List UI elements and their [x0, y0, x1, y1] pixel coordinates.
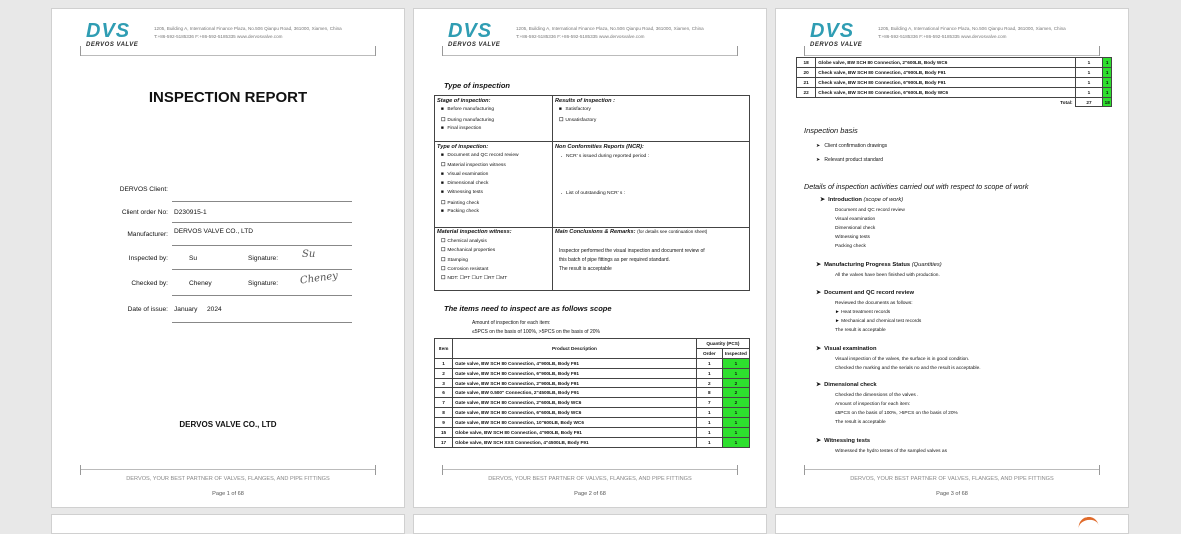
- stage-checkbox-item: ■ Final inspection: [441, 126, 482, 131]
- wit-line: Witnessed the hydro testes of the sampled valves as: [835, 449, 947, 454]
- material-title: Material inspection witness:: [437, 229, 512, 235]
- cell-inspected: 2: [722, 378, 749, 388]
- table-row: [435, 437, 750, 447]
- report-page-3: [775, 8, 1129, 508]
- stage-checkbox-item: ☐ During manufacturing: [441, 117, 495, 123]
- company-name: DERVOS VALVE CO., LTD: [179, 420, 277, 429]
- checkbox-icon: ■: [441, 126, 444, 131]
- report-page-5: [413, 514, 767, 534]
- cell-desc: Gate valve, BW SCH 80 Connection, 10"600LB, Body WC6: [453, 418, 697, 428]
- report-page-1: [51, 8, 405, 508]
- dim-title: ➤ Dimensional check: [816, 382, 877, 388]
- ncr-outstanding: . List of outstanding NCR’ s :: [561, 191, 626, 196]
- client-label: DERVOS Client:: [119, 186, 168, 193]
- report-page-4: [51, 514, 405, 534]
- col-order: Order: [696, 348, 722, 358]
- conclusion-title: Main Conclusions & Remarks: (for details see continuation sheet): [555, 229, 708, 235]
- items-heading: The items need to inspect are as follows scope: [444, 304, 612, 313]
- cell-inspected: 1: [722, 358, 749, 368]
- details-heading: Details of inspection activities carried out with respect to scope of work: [804, 182, 1029, 191]
- cell-order: 2: [696, 378, 722, 388]
- checkbox-icon: ■: [441, 107, 444, 112]
- inspected-value: Su: [189, 255, 198, 262]
- table-row: [797, 87, 1112, 97]
- cell-desc: Gate valve, BW SCH 80 Connection, 6"900LB, Body F91: [453, 368, 697, 378]
- footer-rule: [80, 469, 376, 470]
- results-checkbox-item: ■ Satisfactory: [559, 107, 591, 112]
- cell-order: 1: [696, 437, 722, 447]
- visual-title: ➤ Visual examination: [816, 346, 877, 352]
- cell-desc: Gate valve, BW SCH 80 Connection, 2"900LB, Body F91: [453, 378, 697, 388]
- checkbox-icon: ■: [441, 190, 444, 196]
- manufacturer-label: Manufacturer:: [127, 231, 168, 238]
- company-address: 1205, Building A, International Finance Plaza, No.506 Qianpu Road, 361000, Xiamen, China T:+86-592-5185336 F:+86-592-5185335 www.dervosvalve.com: [154, 26, 342, 39]
- cell-order: 1: [1075, 58, 1103, 68]
- type-checkbox-item: ■ Visual examination: [441, 171, 489, 177]
- total-order: 27: [1075, 97, 1103, 107]
- stage-checkbox-item: ■ Before manufacturing: [441, 107, 495, 112]
- checked-value: Cheney: [189, 280, 212, 287]
- checkbox-icon: ☐: [441, 117, 446, 123]
- order-label: Client order No:: [121, 209, 168, 216]
- header-rule: [80, 55, 376, 56]
- results-title: Results of inspection :: [555, 98, 615, 104]
- cell-desc: Gate valve, BW 0.500" Connection, 2"4500LB, Body F91: [453, 388, 697, 398]
- basis-item-1: ➤ Client confirmation drawings: [816, 143, 888, 149]
- cell-inspected: 1: [722, 408, 749, 418]
- cell-item: 20: [797, 67, 816, 77]
- company-logo: DVS DERVOS VALVE: [448, 20, 501, 48]
- cell-inspected: 1: [1103, 87, 1112, 97]
- cell-desc: Check valve, BW SCH 80 Connection, 6"900LB, Body F91: [816, 77, 1075, 87]
- ncr-issued: . NCR’ s issued during reported period :: [561, 154, 649, 159]
- cell-order: 7: [696, 398, 722, 408]
- doc-title: ➤ Document and QC record review: [816, 290, 914, 296]
- cell-desc: Check valve, BW SCH 80 Connection, 4"900LB, Body F91: [816, 67, 1075, 77]
- table-row: [435, 378, 750, 388]
- cell-order: 1: [1075, 77, 1103, 87]
- material-checkbox-item: ☐ Corrosion resistant: [441, 266, 489, 272]
- cell-order: 1: [1075, 67, 1103, 77]
- type-checkbox-item: ■ Witnessing tests: [441, 190, 483, 196]
- table-row: [435, 398, 750, 408]
- page-number: Page 1 of 68: [212, 491, 244, 497]
- checkbox-icon: ☐: [441, 163, 446, 169]
- table-row: [435, 428, 750, 438]
- type-heading: Type of inspection: [444, 81, 510, 90]
- cell-item: 21: [797, 77, 816, 87]
- signature-1: Su: [302, 249, 316, 260]
- table-row: [435, 368, 750, 378]
- wit-title: ➤ Witnessing tests: [816, 438, 871, 444]
- cell-desc: Check valve, BW SCH 80 Connection, 6"600LB, Body WC6: [816, 87, 1075, 97]
- company-logo: DVS DERVOS VALVE: [86, 20, 139, 48]
- cell-inspected: 2: [722, 398, 749, 408]
- type-checkbox-item: ☐ Painting check: [441, 200, 480, 206]
- material-checkbox-item: ☐ Chemical analysis: [441, 239, 487, 244]
- cell-item: 8: [435, 408, 453, 418]
- footer-tagline: DERVOS, YOUR BEST PARTNER OF VALVES, FLANGES, AND PIPE FITTINGS: [850, 476, 1054, 482]
- inspected-label: Inspected by:: [128, 255, 168, 262]
- checkbox-icon: ☐: [441, 266, 446, 272]
- company-address: 1205, Building A, International Finance Plaza, No.506 Qianpu Road, 361000, Xiamen, China T:+86-592-5185336 F:+86-592-5185335 www.dervosvalve.com: [878, 26, 1066, 39]
- table-row: [797, 58, 1112, 68]
- checkbox-icon: ☐: [441, 239, 446, 244]
- cell-item: 7: [435, 398, 453, 408]
- intro-lines: Document and QC record review Visual examination Dimensional check Witnessing tests Packing check: [835, 208, 905, 249]
- cell-item: 17: [435, 437, 453, 447]
- material-checkbox-item: ☐ Mechanical properties: [441, 248, 496, 254]
- page-header: [72, 21, 384, 55]
- footer-tagline: DERVOS, YOUR BEST PARTNER OF VALVES, FLANGES, AND PIPE FITTINGS: [126, 476, 330, 482]
- page-number: Page 3 of 68: [936, 491, 968, 497]
- checkbox-icon: ☐: [441, 200, 446, 206]
- checkbox-icon: ■: [441, 153, 444, 158]
- checked-label: Checked by:: [131, 280, 168, 287]
- checkbox-icon: ☐: [441, 257, 446, 263]
- cell-item: 2: [435, 368, 453, 378]
- cell-item: 9: [435, 418, 453, 428]
- total-inspected: 18: [1103, 97, 1112, 107]
- report-page-6: [775, 514, 1129, 534]
- table-row: [435, 388, 750, 398]
- cell-item: 18: [797, 58, 816, 68]
- stage-title: Stage of inspection:: [437, 98, 491, 104]
- col-item: Item: [435, 339, 453, 359]
- table-row: [435, 408, 750, 418]
- basis-item-2: ➤ Relevant product standard: [816, 157, 884, 163]
- checkbox-icon: ☐: [559, 117, 564, 123]
- progress-title: ➤ Manufacturing Progress Status (Quantities): [816, 262, 942, 268]
- cell-order: 8: [696, 388, 722, 398]
- date-month: January: [174, 306, 198, 313]
- report-page-2: [413, 8, 767, 508]
- material-checkbox-item: ☐ NDT: ☐PT ☐UT ☐RT ☐MT: [441, 276, 508, 282]
- visual-lines: Visual inspection of the valves, the surface is in good condition. Checked the marking and the serials no and the result is acceptable.: [835, 357, 981, 371]
- cell-inspected: 1: [722, 368, 749, 378]
- cell-desc: Globe valve, BW SCH 80 Connection, 2"600LB, Body WC6: [816, 58, 1075, 68]
- ncr-title: Non Conformities Reports (NCR):: [555, 144, 644, 150]
- total-label: Total:: [1060, 99, 1073, 105]
- results-checkbox-item: ☐ Unsatisfactory: [559, 117, 597, 123]
- checkbox-icon: ■: [441, 171, 444, 177]
- cell-item: 1: [435, 358, 453, 368]
- basis-heading: Inspection basis: [804, 126, 858, 135]
- cell-desc: Globe valve, BW SCH XXS Connection, 4"4500LB, Body F91: [453, 437, 697, 447]
- type-checkbox-item: ■ Dimensional check: [441, 180, 489, 186]
- cell-item: 22: [797, 87, 816, 97]
- checkbox-icon: ■: [441, 208, 444, 214]
- manufacturer-value: DERVOS VALVE CO., LTD: [174, 228, 254, 235]
- inspection-type-grid: [434, 95, 750, 291]
- cell-desc: Gate valve, BW SCH 80 Connection, 2"600LB, Body WC6: [453, 398, 697, 408]
- cell-inspected: 1: [722, 428, 749, 438]
- page-number: Page 2 of 68: [574, 491, 606, 497]
- total-row: [797, 97, 1112, 107]
- date-year: 2024: [207, 306, 222, 313]
- footer-tagline: DERVOS, YOUR BEST PARTNER OF VALVES, FLANGES, AND PIPE FITTINGS: [488, 476, 692, 482]
- type-checkbox-item: ☐ Material inspection witness: [441, 163, 506, 169]
- cell-inspected: 1: [722, 418, 749, 428]
- intro-title: ➤ Introduction (scope of work): [820, 197, 904, 203]
- table-row: [797, 67, 1112, 77]
- doc-lines: Reviewed the documents as follows: ► Heat treatment records ► Mechanical and chemical test records The result is acceptable: [835, 301, 922, 333]
- items-table-continued: [796, 57, 1112, 107]
- cell-item: 3: [435, 378, 453, 388]
- cell-order: 1: [1075, 87, 1103, 97]
- checkbox-icon: ■: [441, 180, 444, 186]
- company-logo: DVS DERVOS VALVE: [810, 20, 863, 48]
- date-label: Date of issue:: [127, 306, 168, 313]
- conclusion-text: Inspector performed the visual inspection and document review of this batch of pipe fittings as per required standard. The result is acceptable: [559, 248, 705, 272]
- amount-rule: Amount of inspection for each item: ≤5PCS on the basis of 100%, >5PCS on the basis of 20%: [472, 320, 600, 335]
- signature-label-2: Signature:: [248, 280, 279, 287]
- order-value: D230915-1: [174, 209, 207, 216]
- col-inspected: Inspected: [722, 348, 749, 358]
- cell-order: 1: [696, 408, 722, 418]
- company-address: 1205, Building A, International Finance Plaza, No.506 Qianpu Road, 361000, Xiamen, China T:+86-592-5185336 F:+86-592-5185335 www.dervosvalve.com: [516, 26, 704, 39]
- cell-inspected: 1: [722, 437, 749, 447]
- cell-inspected: 1: [1103, 77, 1112, 87]
- type-title: Type of inspection:: [437, 144, 489, 150]
- col-desc: Product Description: [453, 339, 697, 359]
- cell-inspected: 1: [1103, 58, 1112, 68]
- checkbox-icon: ☐: [441, 276, 446, 282]
- cell-desc: Globe valve, BW SCH 80 Connection, 4"900LB, Body F91: [453, 428, 697, 438]
- cell-desc: Gate valve, BW SCH 80 Connection, 4"900LB, Body F91: [453, 358, 697, 368]
- table-row: [435, 358, 750, 368]
- type-checkbox-item: ■ Packing check: [441, 208, 479, 214]
- signature-label-1: Signature:: [248, 255, 279, 262]
- table-row: [797, 77, 1112, 87]
- cell-item: 15: [435, 428, 453, 438]
- cell-desc: Gate valve, BW SCH 80 Connection, 6"600LB, Body WC6: [453, 408, 697, 418]
- cell-order: 1: [696, 358, 722, 368]
- page-header: [434, 21, 746, 55]
- signature-2: Cheney: [299, 270, 339, 287]
- checkbox-icon: ☐: [441, 248, 446, 254]
- cell-order: 1: [696, 428, 722, 438]
- items-table: [434, 338, 750, 448]
- checkbox-icon: ■: [559, 107, 562, 112]
- material-checkbox-item: ☐ Stamping: [441, 257, 469, 263]
- report-title: INSPECTION REPORT: [148, 89, 308, 106]
- page-header: [796, 21, 1108, 55]
- cell-item: 6: [435, 388, 453, 398]
- dim-lines: Checked the dimensions of the valves . Amount of inspection for each item: ≤5PCS on the basis of 100%, >5PCS on the basis of 20% The result is acceptable: [835, 393, 958, 425]
- table-row: [435, 418, 750, 428]
- cell-inspected: 2: [722, 388, 749, 398]
- type-checkbox-item: ■ Document and QC record review: [441, 153, 519, 158]
- cell-order: 1: [696, 368, 722, 378]
- cell-order: 1: [696, 418, 722, 428]
- cell-inspected: 1: [1103, 67, 1112, 77]
- col-qty: Quantity (PCS): [696, 339, 749, 349]
- progress-line: All the valves have been finished with production.: [835, 273, 940, 278]
